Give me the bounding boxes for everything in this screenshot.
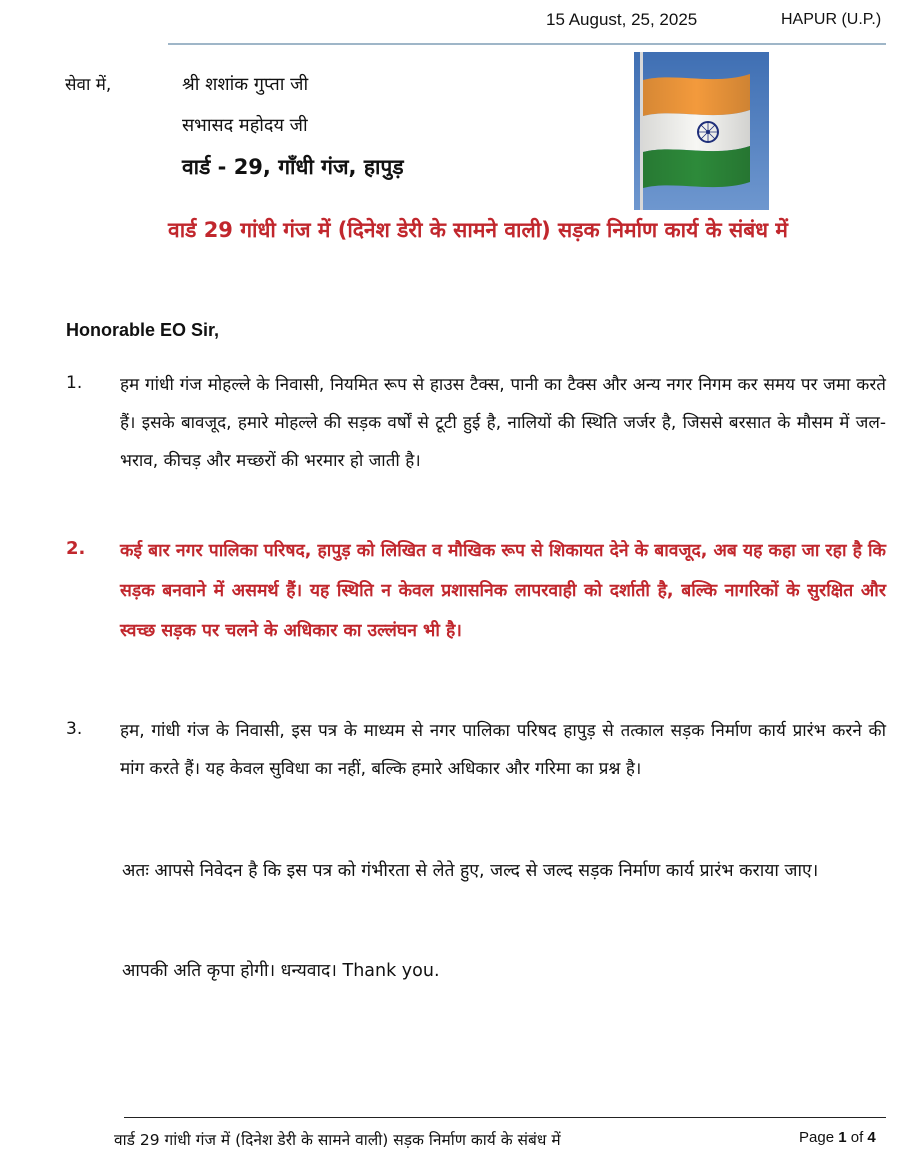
letter-date: 15 August, 25, 2025 (546, 10, 698, 29)
point-text-highlighted: कई बार नगर पालिका परिषद, हापुड़ को लिखित व मौखिक रूप से शिकायत देने के बावजूद, अब यह कहा जा रहा है कि सड़क बनवाने में असमर्थ हैं। यह स्थिति न केवल प्रशासनिक लापरवाही को दर्शाती है, बल्कि नागरिकों के सुरक्षित और स्वच्छ सड़क पर चलने के अधिकार का उल्लंघन भी है। (120, 541, 886, 641)
page-label: Page (799, 1129, 835, 1146)
footer-divider (124, 1117, 886, 1118)
recipient-name: श्री शशांक गुप्ता जी (182, 74, 309, 95)
address-prefix: सेवा में, (65, 75, 112, 95)
salutation: Honorable EO Sir, (66, 320, 220, 340)
point-text: हम, गांधी गंज के निवासी, इस पत्र के माध्यम से नगर पालिका परिषद हापुड़ से तत्काल सड़क निर्माण कार्य प्रारंभ करने की मांग करते हैं। यह केवल सुविधा का नहीं, बल्कि हमारे अधिकार और गरिमा का प्रश्न है। (120, 721, 886, 779)
thanks-line: आपकी अति कृपा होगी। धन्यवाद। Thank you. (122, 961, 440, 981)
page-of: of (850, 1129, 864, 1146)
page-total: 4 (867, 1129, 876, 1146)
header-divider (168, 43, 886, 45)
page-current: 1 (838, 1129, 847, 1146)
point-number: 2. (66, 538, 86, 559)
recipient-title: सभासद महोदय जी (182, 115, 308, 136)
point-text: हम गांधी गंज मोहल्ले के निवासी, नियमित रूप से हाउस टैक्स, पानी का टैक्स और अन्य नगर निगम कर समय पर जमा करते हैं। इसके बावजूद, हमारे मोहल्ले की सड़क वर्षों से टूटी हुई है, नालियों की स्थिति जर्जर है, जिससे बरसात के मौसम में जल-भराव, कीचड़ और मच्छरों की भरमार हो जाती है। (120, 375, 886, 471)
indian-flag-icon (634, 52, 769, 210)
closing-paragraph: अतः आपसे निवेदन है कि इस पत्र को गंभीरता से लेते हुए, जल्द से जल्द सड़क निर्माण कार्य प्रारंभ कराया जाए। (122, 861, 819, 881)
point-number: 3. (66, 719, 83, 739)
recipient-ward: वार्ड - 29, गाँधी गंज, हापुड़ (182, 155, 404, 179)
footer-subject: वार्ड 29 गांधी गंज में (दिनेश डेरी के सामने वाली) सड़क निर्माण कार्य के संबंध में (114, 1131, 561, 1149)
point-number: 1. (66, 373, 83, 393)
letter-subject: वार्ड 29 गांधी गंज में (दिनेश डेरी के सामने वाली) सड़क निर्माण कार्य के संबंध में (168, 218, 788, 242)
page-indicator (799, 1129, 876, 1146)
letter-place: HAPUR (U.P.) (781, 11, 882, 28)
